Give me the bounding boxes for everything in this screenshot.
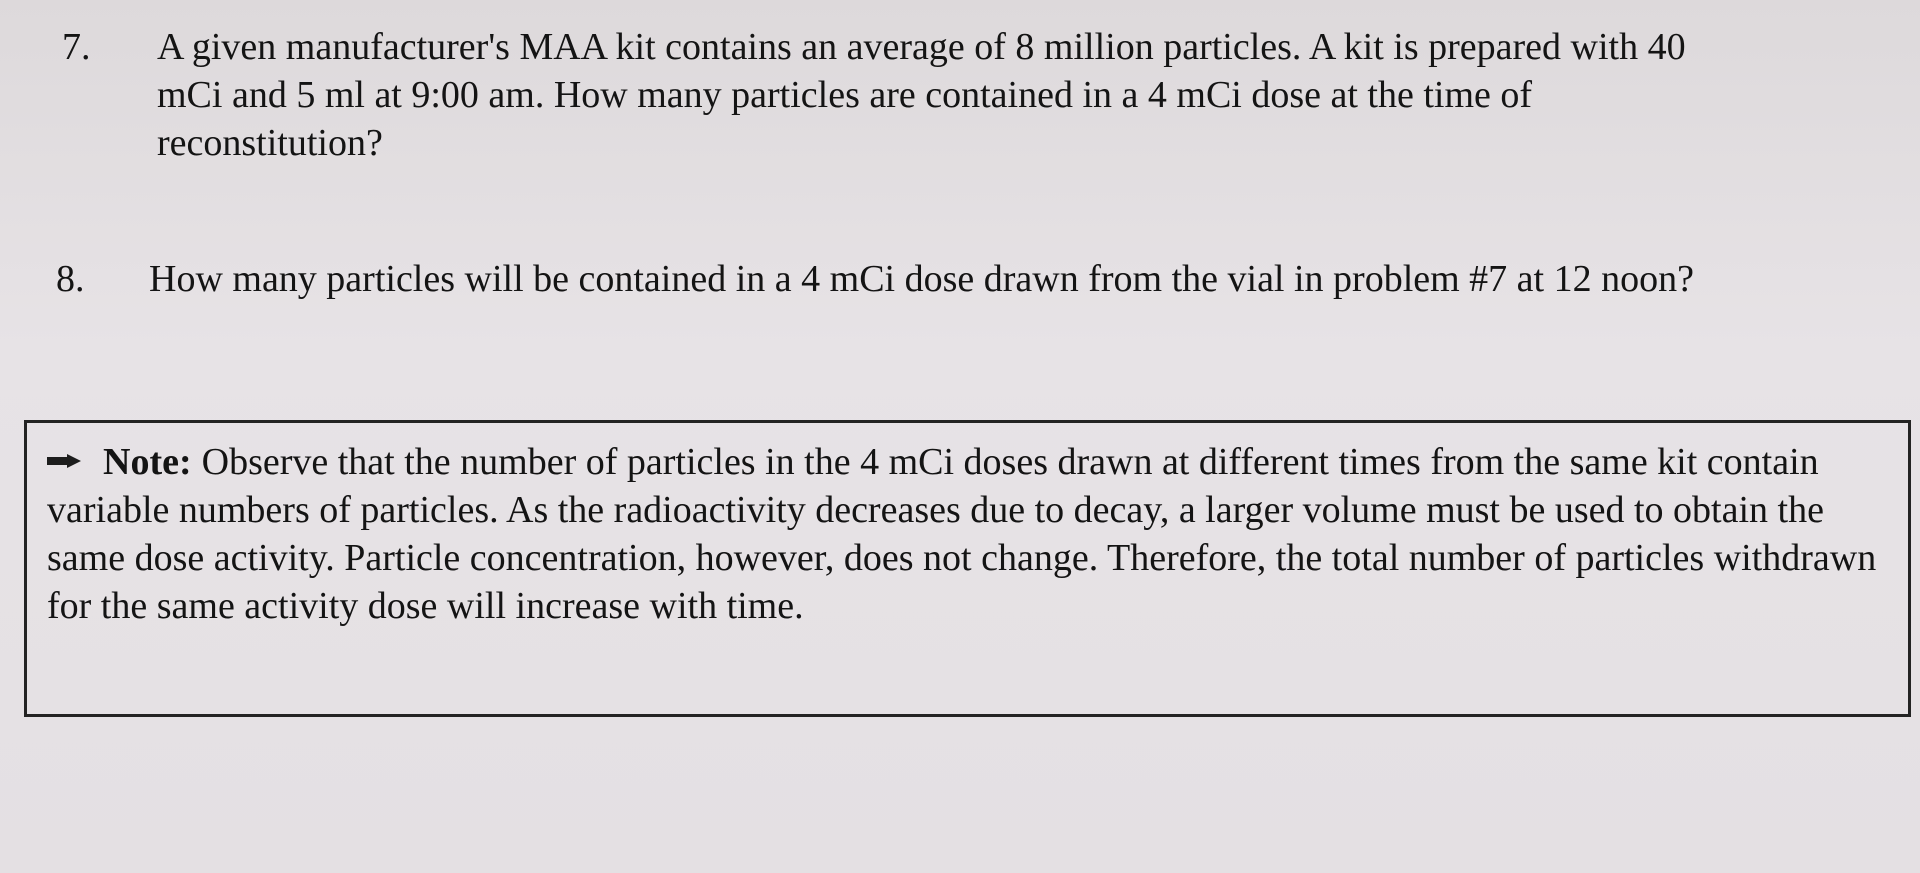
note-text: Observe that the number of particles in the 4 mCi doses drawn at different times from the same kit contain variable numbers of particles. As the radioactivity decreases due to decay, a larger volume must be used to obtain the same dose activity. Particle concentration, however, does not change. Therefore, the total number of particles withdrawn for the same activity dose will increase with time. (47, 441, 1877, 627)
problem-number: 8. (56, 258, 85, 300)
problem-number: 7. (62, 26, 91, 68)
pointing-arrow-icon (47, 454, 81, 468)
note-label: Note: (103, 441, 192, 483)
problem-text: A given manufacturer's MAA kit contains an average of 8 million particles. A kit is prepared with 40 mCi and 5 ml at 9:00 am. How many particles are contained in a 4 mCi dose at the time of reconstitution? (157, 26, 1686, 164)
problem-7 (62, 24, 1762, 224)
note-box (24, 420, 1911, 717)
problem-text: How many particles will be contained in a 4 mCi dose drawn from the vial in problem #7 at 12 noon? (149, 258, 1694, 300)
problem-8 (56, 256, 1756, 376)
